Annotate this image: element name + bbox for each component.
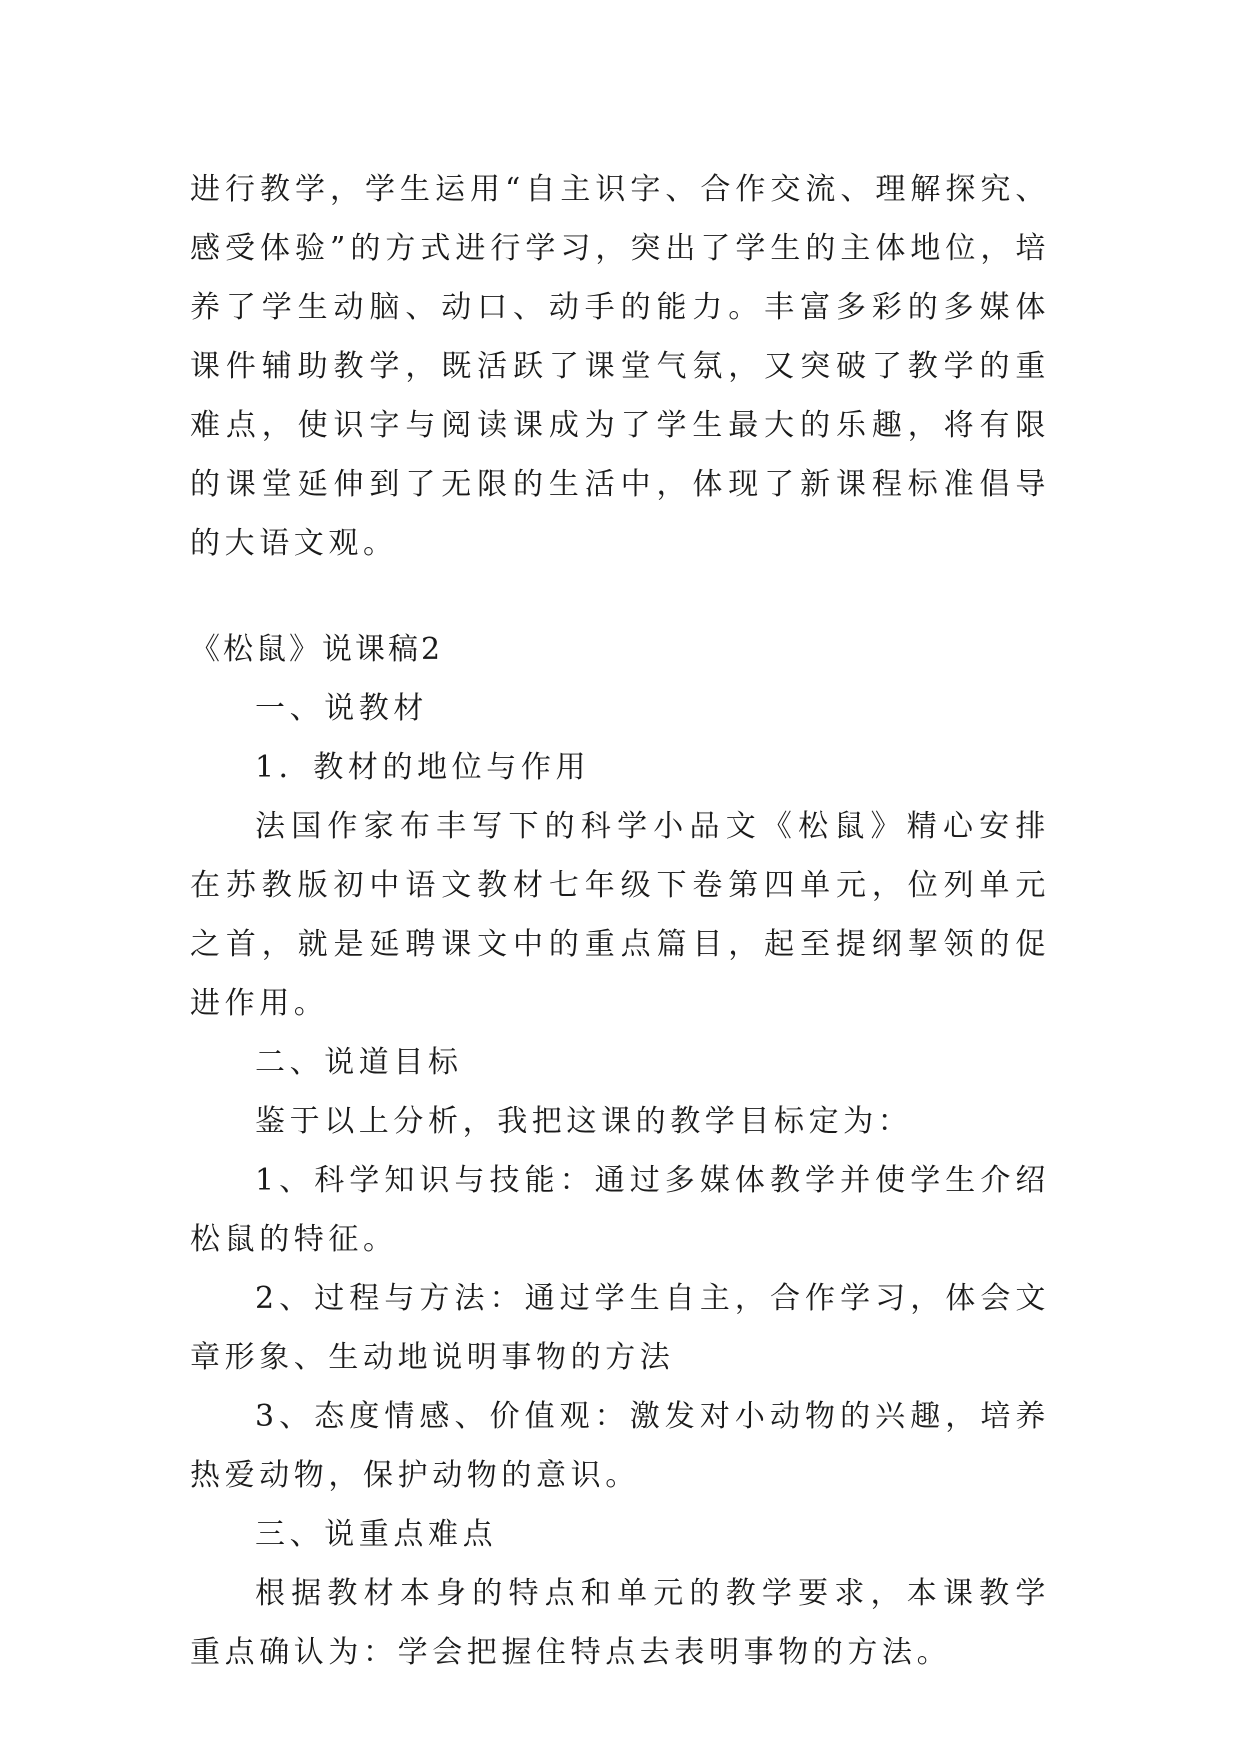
- paragraph-material: 法国作家布丰写下的科学小品文《松鼠》精心安排在苏教版初中语文教材七年级下卷第四单元，位列单元之首，就是延聘课文中的重点篇目，起至提纲挈领的促进作用。: [190, 809, 1050, 1021]
- heading-teaching-material: 一、说教材: [255, 691, 428, 726]
- subheading-material-role: 1．教材的地位与作用: [255, 750, 591, 785]
- intro-paragraph: 进行教学，学生运用“自主识字、合作交流、理解探究、感受体验”的方式进行学习，突出了学生的主体地位，培养了学生动脑、动口、动手的能力。丰富多彩的多媒体课件辅助教学，既活跃了课堂气氛，又突破了教学的重难点，使识字与阅读课成为了学生最大的乐趣，将有限的课堂延伸到了无限的生活中，体现了新课程标准倡导的大语文观。: [190, 172, 1050, 561]
- paragraph-key-points: 根据教材本身的特点和单元的教学要求，本课教学重点确认为：学会把握住特点去表明事物的方法。: [190, 1576, 1050, 1670]
- goal-item-2: 2、过程与方法：通过学生自主，合作学习，体会文章形象、生动地说明事物的方法: [190, 1281, 1050, 1375]
- goal-item-3: 3、态度情感、价值观：激发对小动物的兴趣，培养热爱动物，保护动物的意识。: [190, 1399, 1050, 1493]
- paragraph-goals-intro: 鉴于以上分析，我把这课的教学目标定为：: [255, 1104, 913, 1139]
- heading-goals: 二、说道目标: [255, 1045, 463, 1080]
- goal-item-1: 1、科学知识与技能：通过多媒体教学并使学生介绍松鼠的特征。: [190, 1163, 1050, 1257]
- section-title: 《松鼠》说课稿2: [190, 632, 444, 667]
- document-page: [190, 160, 1050, 1682]
- heading-key-points: 三、说重点难点: [255, 1517, 498, 1552]
